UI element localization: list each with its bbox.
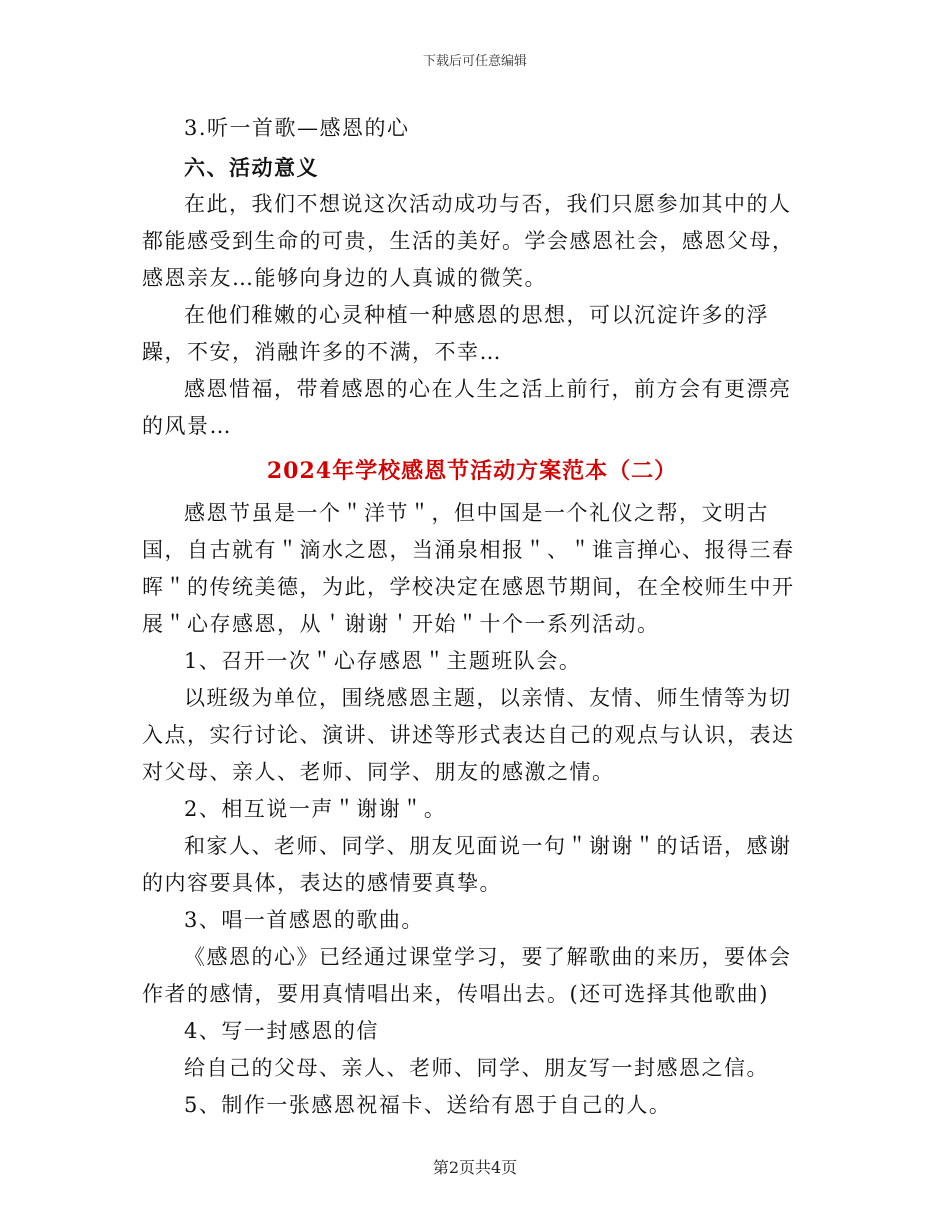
page-footer: 第2页共4页: [432, 1158, 518, 1177]
paragraph-say-thanks-detail: 和家人、老师、同学、朋友见面说一句＂谢谢＂的话语，感谢的内容要具体，表达的感情要真挚。: [142, 834, 792, 895]
list-item-say-thanks: 2、相互说一声＂谢谢＂。: [184, 797, 447, 821]
paragraph-significance-1: 在此，我们不想说这次活动成功与否，我们只愿参加其中的人都能感受到生命的可贵，生活的美好。学会感恩社会，感恩父母，感恩亲友…能够向身边的人真诚的微笑。: [142, 192, 795, 290]
paragraph-intro: 感恩节虽是一个＂洋节＂，但中国是一个礼仪之帮，文明古国，自古就有＂滴水之恩，当涌泉相报＂、＂谁言掸心、报得三春晖＂的传统美德，为此，学校决定在感恩节期间，在全校师生中开展＂心存感恩，从＇谢谢＇开始＂十个一系列活动。: [142, 501, 795, 636]
paragraph-significance-3: 感恩惜福，带着感恩的心在人生之活上前行，前方会有更漂亮的风景…: [142, 377, 792, 438]
list-item-make-card: 5、制作一张感恩祝福卡、送给有恩于自己的人。: [184, 1093, 672, 1117]
document-body: [142, 110, 802, 1124]
page-header: 下载后可任意编辑: [422, 54, 527, 69]
list-item-write-letter: 4、写一封感恩的信: [184, 1019, 379, 1043]
paragraph-write-letter-detail: 给自己的父母、亲人、老师、同学、朋友写一封感恩之信。: [184, 1056, 769, 1080]
document-title: 2024年学校感恩节活动方案范本（二）: [266, 458, 678, 484]
paragraph-sing-song-detail: 《感恩的心》已经通过课堂学习，要了解歌曲的来历，要体会作者的感情，要用真情唱出来，传唱出去。(还可选择其他歌曲): [142, 945, 792, 1006]
list-item-sing-song: 3、唱一首感恩的歌曲。: [184, 908, 424, 932]
section-heading-significance: 六、活动意义: [184, 155, 319, 180]
paragraph-listen-song: 3.听一首歌—感恩的心: [184, 116, 410, 140]
list-item-class-meeting: 1、召开一次＂心存感恩＂主题班队会。: [184, 649, 582, 673]
paragraph-significance-2: 在他们稚嫩的心灵种植一种感恩的思想，可以沉淀许多的浮躁，不安，消融许多的不满，不幸…: [142, 303, 769, 364]
paragraph-class-meeting-detail: 以班级为单位，围绕感恩主题，以亲情、友情、师生情等为切入点，实行讨论、演讲、讲述等形式表达自己的观点与认识，表达对父母、亲人、老师、同学、朋友的感激之情。: [142, 686, 795, 784]
